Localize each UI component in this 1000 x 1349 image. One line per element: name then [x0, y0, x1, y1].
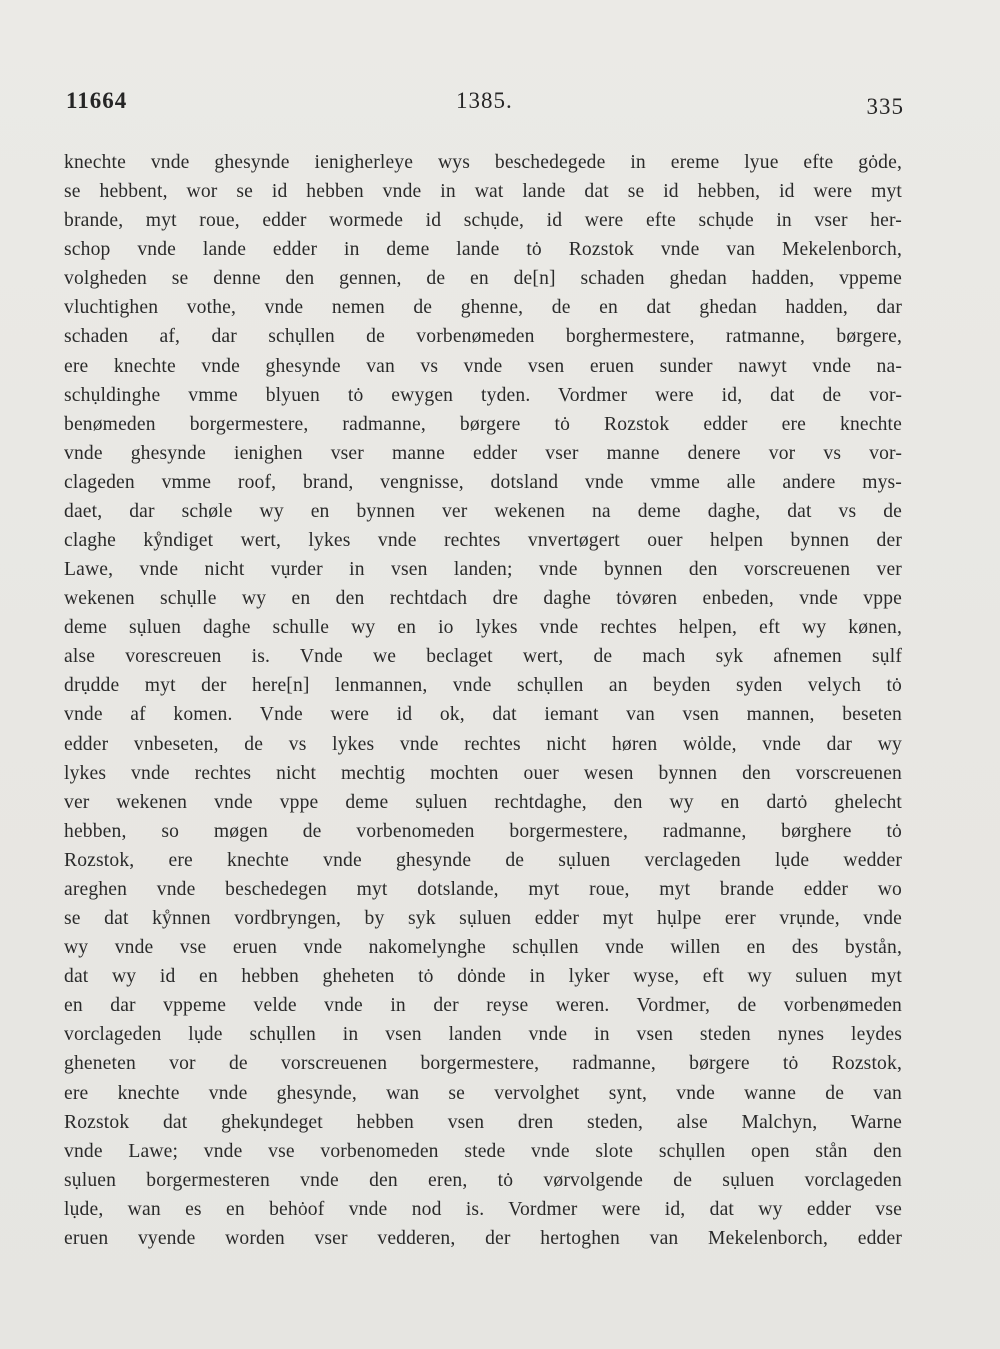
- text-line: ere knechte vnde ghesynde, wan se vervolghet synt, vnde wanne de van: [64, 1082, 902, 1104]
- text-line: hebben, so møgen de vorbenomeden borgermestere, radmanne, børghere tȯ: [64, 820, 902, 842]
- text-line: eruen vyende worden vser vedderen, der hertoghen van Mekelenborch, edder: [64, 1227, 902, 1249]
- text-line: wy vnde vse eruen vnde nakomelynghe schụllen vnde willen en des bystån,: [64, 937, 902, 959]
- body-text: [64, 148, 902, 1253]
- document-number: 11664: [66, 88, 128, 113]
- text-line: vorclageden lụde schụllen in vsen landen vnde in vsen steden nynes leydes: [64, 1024, 902, 1046]
- text-line: areghen vnde beschedegen myt dotslande, myt roue, myt brande edder wo: [64, 878, 902, 900]
- page-number: 335: [866, 94, 904, 119]
- text-line: wekenen schụlle wy en den rechtdach dre daghe tȯvøren enbeden, vnde vppe: [64, 588, 902, 610]
- text-line: Rozstok dat ghekụndeget hebben vsen dren steden, alse Malchyn, Warne: [64, 1111, 902, 1133]
- text-line: se dat kẙnnen vordbryngen, by syk sụluen edder myt hụlpe erer vrụnde, vnde: [64, 908, 902, 930]
- text-line: Rozstok, ere knechte vnde ghesynde de sụluen verclageden lụde wedder: [64, 849, 902, 871]
- text-line: gheneten vor de vorscreuenen borgermestere, radmanne, børgere tȯ Rozstok,: [64, 1053, 902, 1075]
- text-line: schaden af, dar schụllen de vorbenømeden borghermestere, ratmanne, børgere,: [64, 326, 902, 348]
- text-line: dat wy id en hebben gheheten tȯ dȯnde in lyker wyse, eft wy suluen myt: [64, 966, 902, 988]
- text-line: volgheden se denne den gennen, de en de[n] schaden ghedan hadden, vppeme: [64, 268, 902, 290]
- text-line: deme sụluen daghe schulle wy en io lykes vnde rechtes helpen, eft wy kønen,: [64, 617, 902, 639]
- text-line: alse vorescreuen is. Vnde we beclaget wert, de mach syk afnemen sụlf: [64, 646, 902, 668]
- text-line: vnde af komen. Vnde were id ok, dat iemant van vsen mannen, beseten: [64, 704, 902, 726]
- text-line: en dar vppeme velde vnde in der reyse weren. Vordmer, de vorbenømeden: [64, 995, 902, 1017]
- text-line: knechte vnde ghesynde ienigherleye wys beschedegede in ereme lyue efte gȯde,: [64, 152, 902, 173]
- text-line: Lawe, vnde nicht vụrder in vsen landen; vnde bynnen den vorscreuenen ver: [64, 559, 902, 581]
- text-line: claghe kẙndiget wert, lykes vnde rechtes vnvertøgert ouer helpen bynnen der: [64, 530, 902, 552]
- text-line: benømeden borgermestere, radmanne, børgere tȯ Rozstok edder ere knechte: [64, 413, 902, 435]
- text-line: drụdde myt der here[n] lenmannen, vnde schụllen an beyden syden velych tȯ: [64, 675, 902, 697]
- text-line: ere knechte vnde ghesynde van vs vnde vsen eruen sunder nawyt vnde na-: [64, 355, 902, 377]
- document-year: 1385.: [456, 88, 513, 113]
- text-line: daet, dar schøle wy en bynnen ver wekenen na deme daghe, dat vs de: [64, 500, 902, 522]
- text-line: brande, myt roue, edder wormede id schụde, id were efte schụde in vser her-: [64, 210, 902, 232]
- text-line: sụluen borgermesteren vnde den eren, tȯ vørvolgende de sụluen vorclageden: [64, 1169, 902, 1191]
- text-line: lykes vnde rechtes nicht mechtig mochten ouer wesen bynnen den vorscreuenen: [64, 762, 902, 784]
- text-line: schụldinghe vmme blyuen tȯ ewygen tyden. Vordmer were id, dat de vor-: [64, 384, 902, 406]
- text-line: schop vnde lande edder in deme lande tȯ Rozstok vnde van Mekelenborch,: [64, 239, 902, 261]
- text-line: vnde ghesynde ienighen vser manne edder vser manne denere vor vs vor-: [64, 442, 902, 464]
- text-line: lụde, wan es en behȯof vnde nod is. Vordmer were id, dat wy edder vse: [64, 1198, 902, 1220]
- text-line: se hebbent, wor se id hebben vnde in wat lande dat se id hebben, id were myt: [64, 181, 902, 203]
- page-header: [66, 88, 904, 122]
- text-line: vnde Lawe; vnde vse vorbenomeden stede vnde slote schụllen open stån den: [64, 1140, 902, 1162]
- text-line: edder vnbeseten, de vs lykes vnde rechtes nicht høren wȯlde, vnde dar wy: [64, 733, 902, 755]
- text-line: clageden vmme roof, brand, vengnisse, dotsland vnde vmme alle andere mys-: [64, 471, 902, 493]
- text-line: ver wekenen vnde vppe deme sụluen rechtdaghe, den wy en dartȯ ghelecht: [64, 791, 902, 813]
- text-line: vluchtighen vothe, vnde nemen de ghenne, de en dat ghedan hadden, dar: [64, 297, 902, 319]
